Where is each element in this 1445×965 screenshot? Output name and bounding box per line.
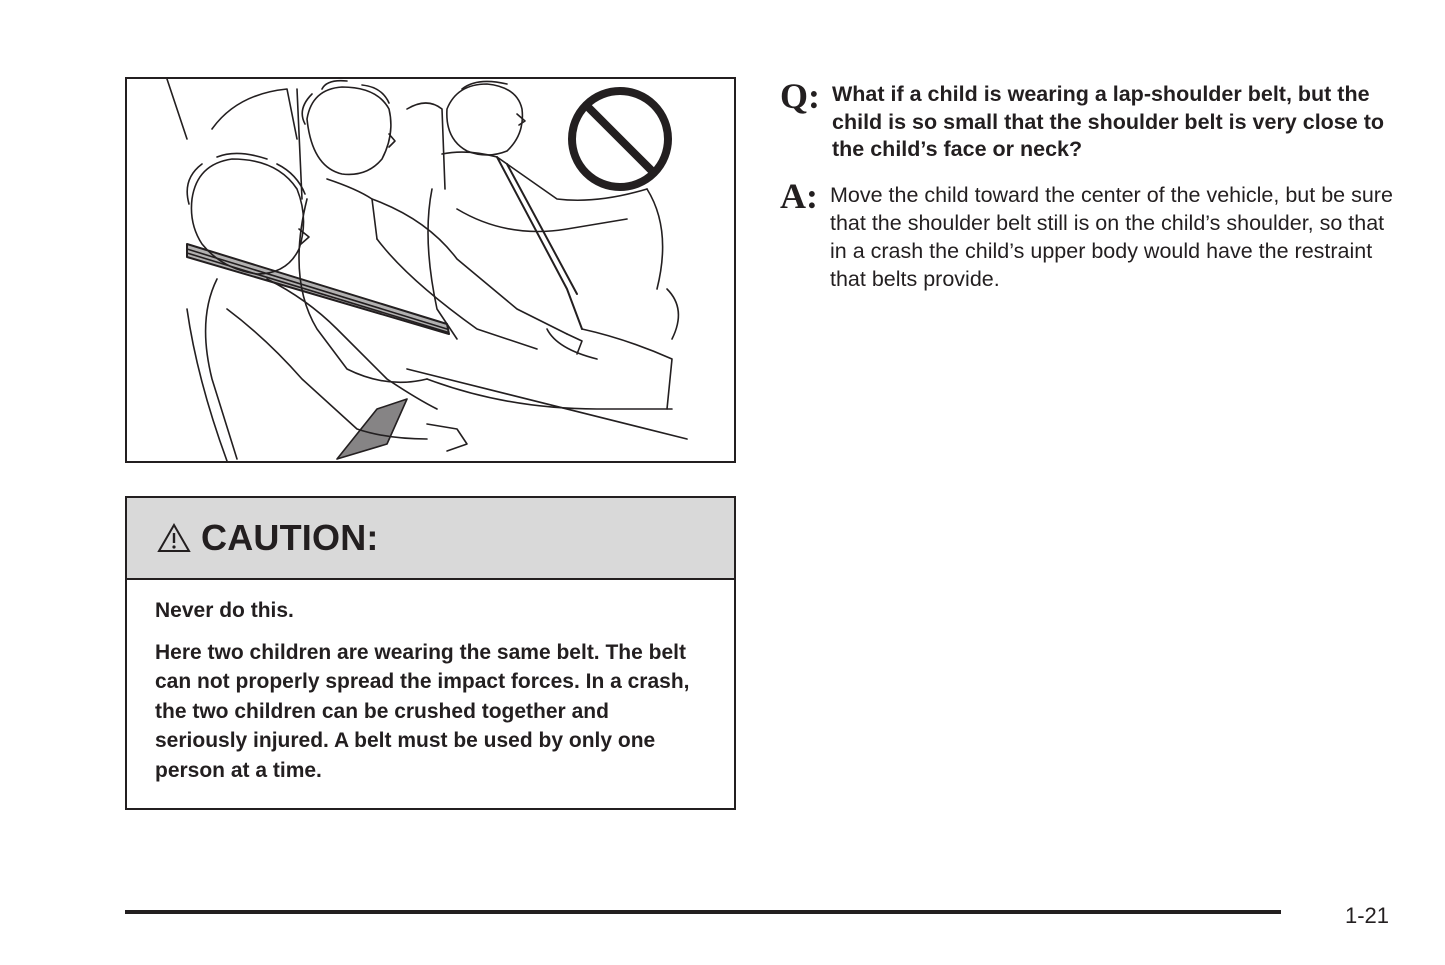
answer-mark: A: (780, 176, 818, 216)
answer-block (780, 176, 1400, 293)
answer-text: Move the child toward the center of the vehicle, but be sure that the shoulder belt still is on the child’s shoulder, so that in a crash the child’s upper body would have the restraint that belts provide. (830, 183, 1393, 291)
caution-header (127, 498, 734, 580)
caution-title: CAUTION: (201, 517, 379, 558)
footer-rule (125, 910, 1281, 914)
warning-triangle-icon (157, 523, 191, 553)
question-block (780, 76, 1400, 164)
caution-paragraph: Never do this. (155, 599, 294, 622)
question-text: What if a child is wearing a lap-shoulder belt, but the child is so small that the shoulder belt is very close to the child’s face or neck? (832, 82, 1384, 161)
question-mark: Q: (780, 76, 820, 116)
page-number: 1-21 (1345, 903, 1390, 928)
prohibition-icon (572, 91, 668, 187)
seatbelt-illustration (125, 77, 736, 463)
caution-paragraph: Here two children are wearing the same belt. The belt can not properly spread the impact forces. In a crash, the two children can be crushed together and seriously injured. A belt must be used by only one person at a time. (155, 640, 690, 782)
caution-body (127, 580, 734, 785)
caution-box (125, 496, 736, 810)
